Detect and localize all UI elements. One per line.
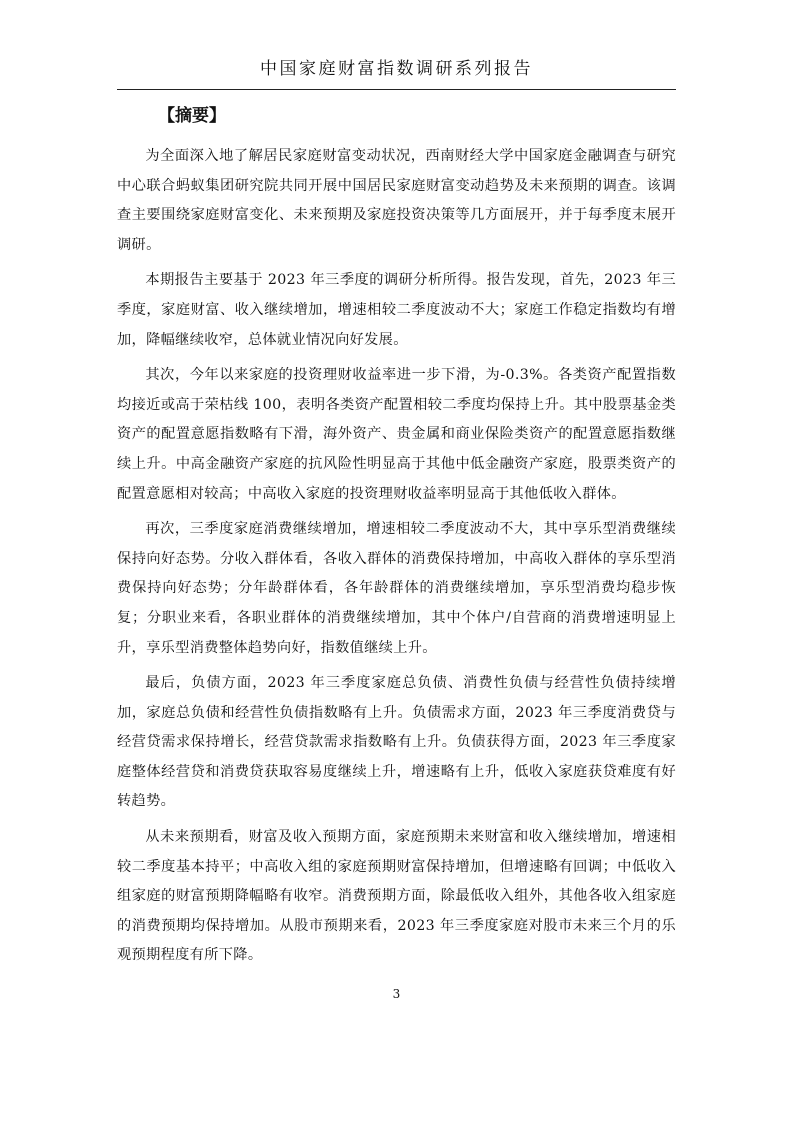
header-divider bbox=[117, 89, 676, 90]
abstract-paragraph-consumption: 再次，三季度家庭消费继续增加，增速相较二季度波动不大，其中享乐型消费继续保持向好态势。分收入群体看，各收入群体的消费保持增加，中高收入群体的享乐型消费保持向好态势；分年龄群体看，各年龄群体的消费继续增加，享乐型消费均稳步恢复；分职业来看，各职业群体的消费继续增加，其中个体户/自营商的消费增速明显上升，享乐型消费整体趋势向好，指数值继续上升。 bbox=[117, 521, 676, 656]
abstract-paragraph-debt: 最后，负债方面，2023 年三季度家庭总负债、消费性负债与经营性负债持续增加，家庭总负债和经营性负债指数略有上升。负债需求方面，2023 年三季度消费贷与经营贷需求保持增长，经营贷款需求指数略有上升。负债获得方面，2023 年三季度家庭整体经营贷和消费贷获取容易度继续上升，增速略有上升，低收入家庭获贷难度有好转趋势。 bbox=[117, 675, 676, 810]
page-number: 3 bbox=[392, 987, 401, 1001]
abstract-paragraph-investment: 其次，今年以来家庭的投资理财收益率进一步下滑，为-0.3%。各类资产配置指数均接近或高于荣枯线 100，表明各类资产配置相较二季度均保持上升。其中股票基金类资产的配置意愿指数略有下滑，海外资产、贵金属和商业保险类资产的配置意愿指数继续上升。中高金融资产家庭的抗风险性明显高于其他中低金融资产家庭，股票类资产的配置意愿相对较高；中高收入家庭的投资理财收益率明显高于其他低收入群体。 bbox=[117, 367, 676, 502]
abstract-paragraph-intro: 为全面深入地了解居民家庭财富变动状况，西南财经大学中国家庭金融调查与研究中心联合蚂蚁集团研究院共同开展中国居民家庭财富变动趋势及未来预期的调查。该调查主要围绕家庭财富变化、未来预期及家庭投资决策等几方面展开，并于每季度末展开调研。 bbox=[117, 148, 676, 253]
abstract-paragraph-expectations: 从未来预期看，财富及收入预期方面，家庭预期未来财富和收入继续增加，增速相较二季度基本持平；中高收入组的家庭预期财富保持增加，但增速略有回调；中低收入组家庭的财富预期降幅略有收窄。消费预期方面，除最低收入组外，其他各收入组家庭的消费预期均保持增加。从股市预期来看，2023 年三季度家庭对股市未来三个月的乐观预期程度有所下降。 bbox=[117, 829, 676, 964]
abstract-paragraph-wealth-income: 本期报告主要基于 2023 年三季度的调研分析所得。报告发现，首先，2023 年三季度，家庭财富、收入继续增加，增速相较二季度波动不大；家庭工作稳定指数均有增加，降幅继续收窄，总体就业情况向好发展。 bbox=[117, 272, 676, 348]
running-header-title: 中国家庭财富指数调研系列报告 bbox=[260, 59, 533, 79]
abstract-heading: 【摘要】 bbox=[158, 106, 226, 126]
abstract-body bbox=[117, 142, 676, 977]
